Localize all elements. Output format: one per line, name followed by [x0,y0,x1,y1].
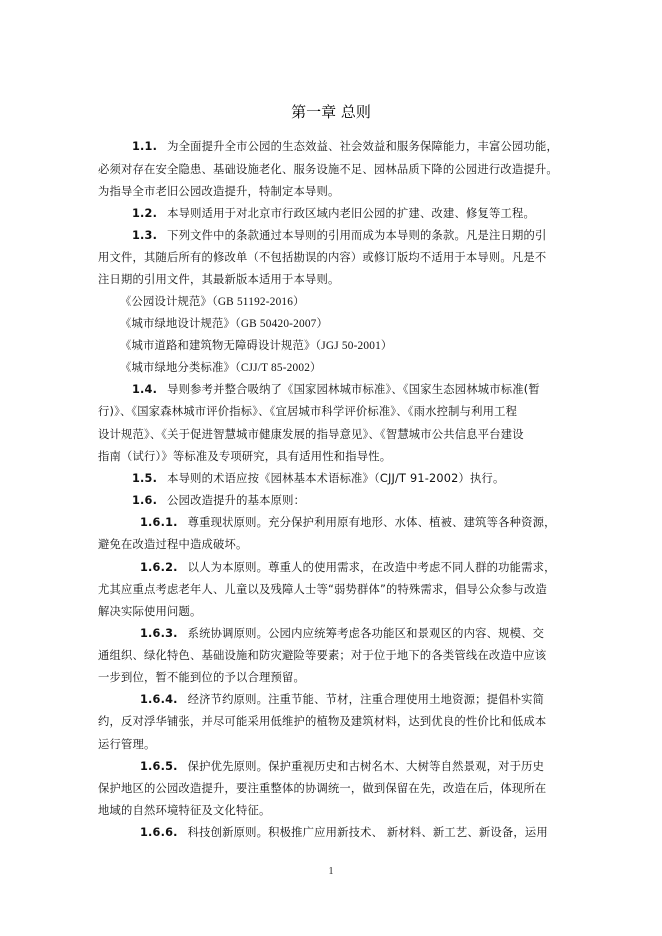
paragraph-line: 注日期的引用文件，其最新版本适用于本导则。 [98,273,340,286]
paragraph-line: 解决实际使用问题。 [98,605,202,618]
paragraph-line: 1.2. 本导则适用于对北京市行政区域内老旧公园的扩建、改建、修复等工程。 [132,207,536,220]
clause-number: 1.6.3. [140,627,178,640]
clause-number: 1.2. [132,207,158,220]
paragraph-line: 避免在改造过程中造成破坏。 [98,538,248,551]
reference-item: 《城市绿地分类标准》（CJJ/T 85-2002） [120,362,322,374]
paragraph-line: 1.1. 为全面提升全市公园的生态效益、社会效益和服务保障能力，丰富公园功能， [132,140,559,153]
reference-item: 《城市道路和建筑物无障碍设计规范》（JGJ 50-2001） [120,340,393,352]
page-number: 1 [328,866,334,877]
paragraph-line: 保护地区的公园改造提升，要注重整体的协调统一，做到保留在先，改造在后，体现所在 [98,782,547,795]
paragraph-line: 必须对存在安全隐患、基础设施老化、服务设施不足、园林品质下降的公园进行改造提升。 [98,163,558,176]
clause-number: 1.3. [132,229,158,242]
paragraph-line: 1.3. 下列文件中的条款通过本导则的引用而成为本导则的条款。凡是注日期的引 [132,229,547,242]
reference-item: 《公园设计规范》（GB 51192-2016） [120,296,305,308]
clause-number: 1.6. [132,494,158,507]
paragraph-line: 通组织、绿化特色、基础设施和防灾避险等要素；对于位于地下的各类管线在改造中应该 [98,649,547,662]
paragraph-line: 1.6.2. 以人为本原则。尊重人的使用需求，在改造中考虑不同人群的功能需求， [140,561,556,574]
paragraph-line: 指南（试行）》等标准及专项研究，具有适用性和指导性。 [98,450,392,463]
clause-number: 1.4. [132,383,158,396]
paragraph-line: 行)》、《国家森林城市评价指标》、《宜居城市科学评价标准》、《雨水控制与利用工程 [98,405,518,418]
chapter-title: 第一章 总则 [291,103,371,121]
clause-number: 1.6.6. [140,826,178,839]
paragraph-line: 1.6.5. 保护优先原则。保护重视历史和古树名木、大树等自然景观，对于历史 [140,760,545,773]
paragraph-line: 1.4. 导则参考并整合吸纳了《国家园林城市标准》、《国家生态园林城市标准(暂 [132,383,540,396]
paragraph-line: 一步到位，暂不能到位的予以合理预留。 [98,671,305,684]
paragraph-line: 尤其应重点考虑老年人、儿童以及残障人士等“弱势群体”的特殊需求，倡导公众参与改造 [98,583,547,596]
clause-number: 1.6.1. [140,516,178,529]
reference-item: 《城市绿地设计规范》（GB 50420-2007） [120,318,329,330]
paragraph-line: 地域的自然环境特征及文化特征。 [98,804,271,817]
clause-number: 1.6.5. [140,760,178,773]
paragraph-line: 约，反对浮华铺张，并尽可能采用低维护的植物及建筑材料，达到优良的性价比和低成本 [98,715,547,728]
clause-number: 1.6.4. [140,693,178,706]
paragraph-line: 用文件，其随后所有的修改单（不包括勘误的内容）或修订版均不适用于本导则。凡是不 [98,251,547,264]
clause-number: 1.5. [132,472,158,485]
paragraph-line: 1.5. 本导则的术语应按《园林基本术语标准》（CJJ/T 91-2002）执行。 [132,472,505,485]
paragraph-line: 1.6. 公园改造提升的基本原则： [132,494,306,507]
paragraph-line: 1.6.3. 系统协调原则。公园内应统筹考虑各功能区和景观区的内容、规模、交 [140,627,545,640]
paragraph-line: 1.6.6. 科技创新原则。积极推广应用新技术、 新材料、新工艺、新设备，运用 [140,826,548,839]
clause-number: 1.6.2. [140,561,178,574]
clause-number: 1.1. [132,140,158,153]
paragraph-line: 运行管理。 [98,738,156,751]
paragraph-line: 1.6.1. 尊重现状原则。充分保护利用原有地形、水体、植被、建筑等各种资源， [140,516,556,529]
paragraph-line: 设计规范》、《关于促进智慧城市健康发展的指导意见》、《智慧城市公共信息平台建设 [98,428,524,441]
paragraph-line: 为指导全市老旧公园改造提升，特制定本导则。 [98,185,340,198]
paragraph-line: 1.6.4. 经济节约原则。注重节能、节材，注重合理使用土地资源；提倡朴实简 [140,693,545,706]
